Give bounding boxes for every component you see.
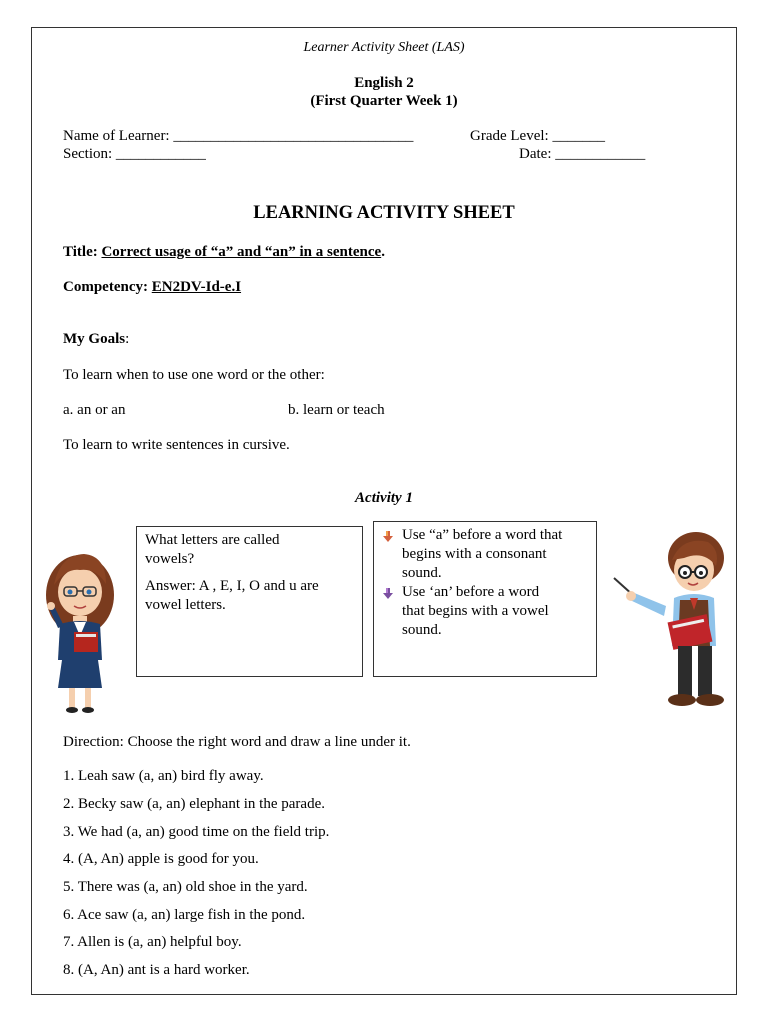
name-blank: ________________________________	[173, 128, 414, 144]
goals-heading	[63, 331, 129, 348]
goals-heading-text: My Goals	[63, 331, 126, 347]
exercise-item-8: 8. (A, An) ant is a hard worker.	[63, 962, 250, 978]
quarter-title: (First Quarter Week 1)	[310, 93, 458, 109]
exercise-item-1: 1. Leah saw (a, an) bird fly away.	[63, 768, 264, 784]
girl-illustration	[40, 540, 120, 720]
goals-heading-colon: :	[125, 331, 130, 347]
grade-label: Grade Level:	[470, 128, 549, 144]
title-label: Title:	[63, 244, 98, 260]
vowel-answer: Answer: A , E, I, O and u are vowel letters.	[145, 578, 319, 613]
grade-field	[470, 128, 605, 145]
vowel-question: What letters are called vowels?	[145, 532, 280, 567]
exercise-item-3: 3. We had (a, an) good time on the field trip.	[63, 824, 330, 840]
subject-title: English 2	[354, 75, 414, 91]
name-label: Name of Learner:	[63, 128, 170, 144]
exercise-item-5: 5. There was (a, an) old shoe in the yard.	[63, 879, 308, 895]
rules-box	[373, 521, 597, 677]
exercise-item-2: 2. Becky saw (a, an) elephant in the parade.	[63, 796, 325, 812]
name-field	[63, 128, 413, 145]
date-blank: ____________	[555, 146, 646, 162]
date-field	[519, 146, 645, 163]
section-field	[63, 146, 206, 163]
competency-label: Competency:	[63, 279, 148, 295]
goal-line-1: To learn when to use one word or the other:	[63, 367, 325, 383]
exercise-item-7: 7. Allen is (a, an) helpful boy.	[63, 934, 242, 950]
title-end: .	[381, 244, 385, 260]
rule-item	[382, 583, 588, 640]
arrow-down-icon	[382, 583, 402, 606]
page-border	[31, 27, 737, 995]
direction-text: Direction: Choose the right word and draw a line under it.	[63, 734, 411, 750]
title-text: Correct usage of “a” and “an” in a sentence	[101, 244, 382, 260]
grade-blank: _______	[552, 128, 605, 144]
activity-title: Activity 1	[355, 490, 413, 506]
rule-an-text: Use ‘an’ before a word that begins with a vowel sound.	[402, 584, 549, 638]
section-label: Section:	[63, 146, 113, 162]
competency-code: EN2DV-Id-e.I	[151, 279, 242, 295]
exercise-item-6: 6. Ace saw (a, an) large fish in the pond.	[63, 907, 306, 923]
arrow-down-icon	[382, 526, 402, 549]
sheet-label: Learner Activity Sheet (LAS)	[303, 40, 465, 55]
vowel-question-box	[136, 526, 363, 677]
goal-line-2: To learn to write sentences in cursive.	[63, 437, 290, 453]
date-label: Date:	[519, 146, 552, 162]
section-blank: ____________	[115, 146, 206, 162]
lesson-title	[63, 244, 385, 261]
goal-option-b: b. learn or teach	[288, 402, 385, 418]
exercise-item-4: 4. (A, An) apple is good for you.	[63, 851, 259, 867]
boy-illustration	[612, 528, 732, 714]
rule-a-text: Use “a” before a word that begins with a consonant sound.	[402, 527, 563, 581]
goal-option-a: a. an or an	[63, 402, 126, 418]
competency	[63, 279, 241, 296]
rule-item	[382, 526, 588, 583]
main-title: LEARNING ACTIVITY SHEET	[253, 203, 515, 223]
